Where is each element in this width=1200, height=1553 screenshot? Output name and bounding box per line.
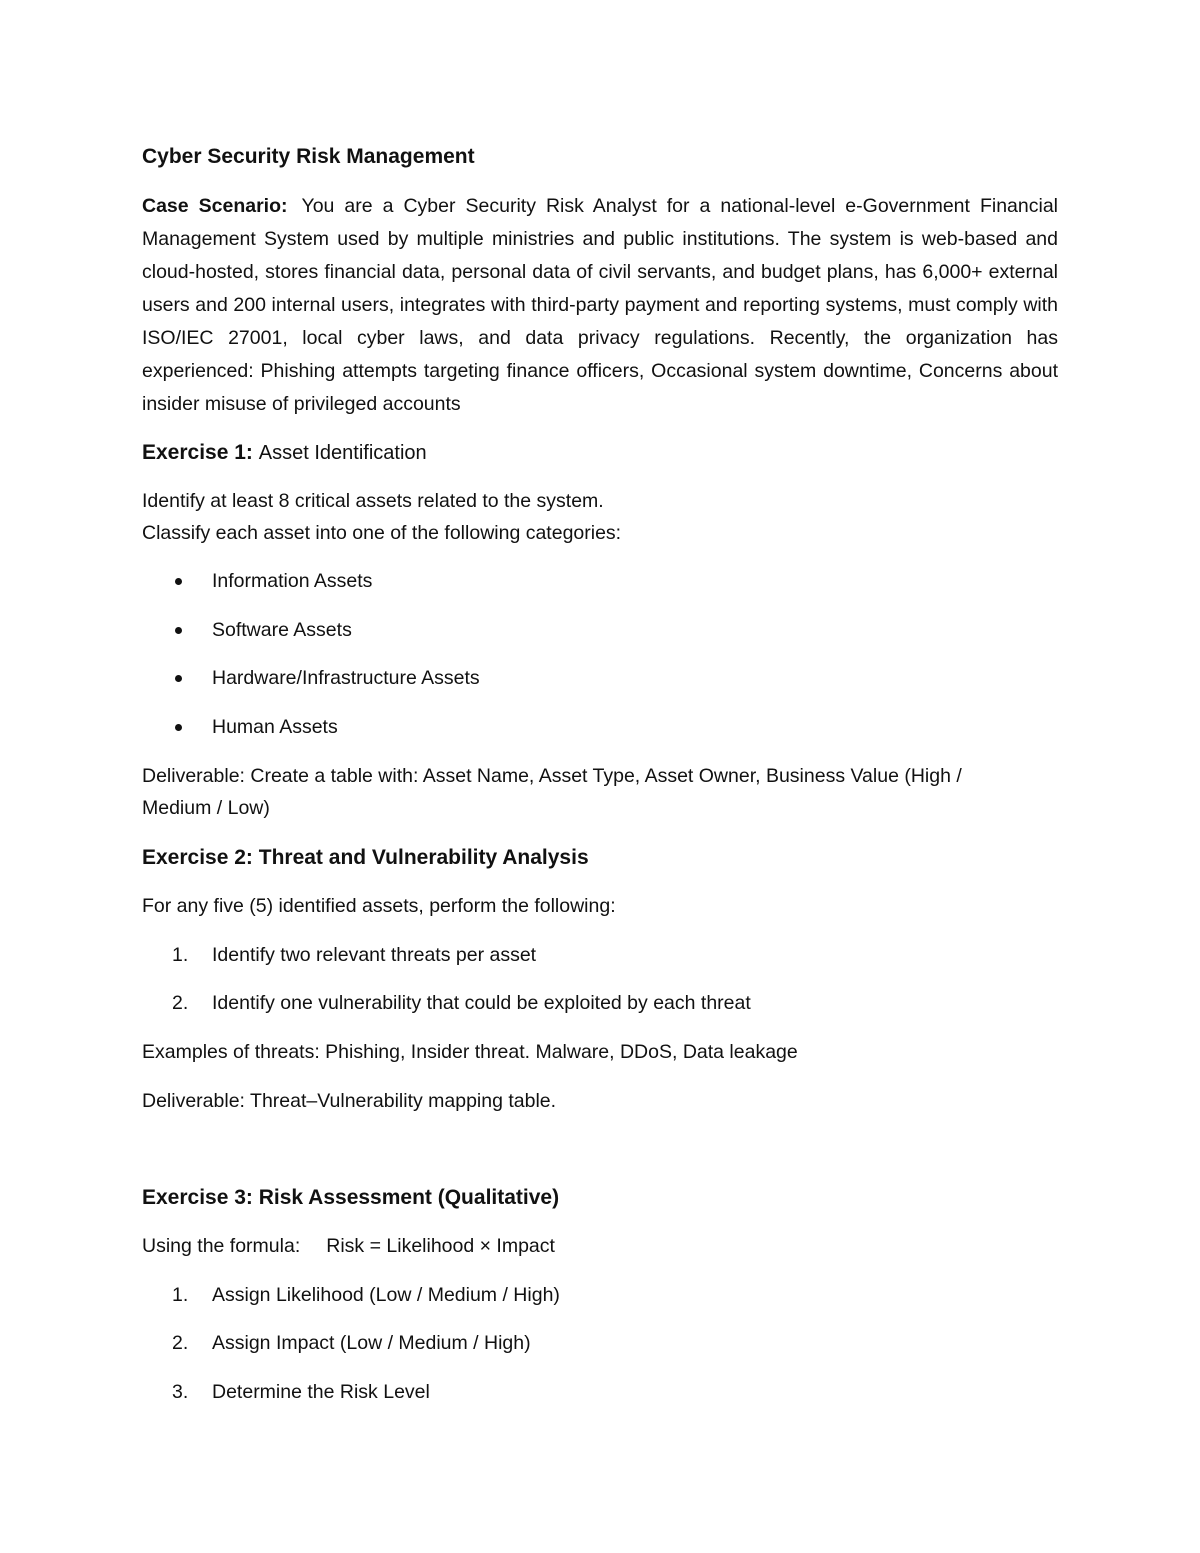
case-scenario-text: You are a Cyber Security Risk Analyst for a national-level e-Government Financial Management System used by multiple ministries and public institutions. The system is web-based and cloud-hosted, stores financial data, personal data of civil servants, and budget plans, has 6,000+ external users and 200 internal users, integrates with third-party payment and reporting systems, must comply with ISO/IEC 27001, local cyber laws, and data privacy regulations. Recently, the organization has experienced: Phishing attempts targeting finance officers, Occasional system downtime, Concerns about insider misuse of privileged accounts [142,195,1058,415]
threat-examples: Examples of threats: Phishing, Insider threat. Malware, DDoS, Data leakage [142,1041,798,1063]
exercise-1-heading [142,436,427,470]
exercise-1-label: Exercise 1: [142,441,253,464]
case-scenario-paragraph [142,190,1058,421]
exercise-1-instruction-1: Identify at least 8 critical assets related to the system. [142,490,604,512]
document-page: Cyber Security Risk Management Case Scenario: You are a Cyber Security Risk Analyst for a national-level e-Government Financial Management System used by multiple ministries and public institutions. The system is web-based and cloud-hosted, stores financial data, personal data of civil servants, and budget plans, has 6,000+ external users and 200 internal users, integrates with third-party payment and reporting systems, must comply with ISO/IEC 27001, local cyber laws, and data privacy regulations. Recently, the organization has experienced: Phishing attempts targeting finance officers, Occasional system downtime, Concerns about insider misuse of privileged accounts Exercise 1: Asset Identification Identify at least 8 critical assets related to the system. Classify each asset into one of the following categories: Information Assets Software Assets Hardware/Infrastructure Assets Human Assets Deliverable: Create a table with: Asset Name, Asset Type, Asset Owner, Business Value (High / Medium / Low) Exercise 2: Threat and Vulnerability Analysis For any five (5) identified assets, perform the following: 1. Identify two relevant threats per asset 2. Identify one vulnerability that could be exploited by each threat Examples of threats: Phishing, Insider threat. Malware, DDoS, Data leakage Deliverable: Threat–Vulnerability mapping table. Exercise 3: Risk Assessment (Qualitative) Using the formula: Risk = Likelihood × Impact 1. Assign Likelihood (Low / Medium / High) 2. Assign Impact (Low / Medium / High) 3. Determine the Risk Level [0,0,1200,1553]
exercise-1-deliverable-line-2: Medium / Low) [142,797,270,819]
exercise-1-instruction-2: Classify each asset into one of the following categories: [142,522,622,544]
exercise-2-intro: For any five (5) identified assets, perform the following: [142,895,616,917]
exercise-2-deliverable: Deliverable: Threat–Vulnerability mapping table. [142,1090,557,1112]
exercise-1-deliverable-line-1: Deliverable: Create a table with: Asset Name, Asset Type, Asset Owner, Business Value (High / [142,765,962,787]
exercise-1-subtitle: Asset Identification [258,442,427,464]
bullet-icon [175,578,182,585]
risk-formula-label: Using the formula: [142,1235,301,1257]
case-scenario-label: Case Scenario: [142,195,288,217]
exercise-3-heading: Exercise 3: Risk Assessment (Qualitative) [142,1186,560,1209]
bullet-icon [175,724,182,731]
document-title: Cyber Security Risk Management [142,145,475,168]
risk-formula: Risk = Likelihood × Impact [326,1235,555,1257]
bullet-icon [175,627,182,634]
bullet-icon [175,675,182,682]
risk-formula-line [142,1230,555,1263]
exercise-2-heading: Exercise 2: Threat and Vulnerability Analysis [142,846,589,869]
